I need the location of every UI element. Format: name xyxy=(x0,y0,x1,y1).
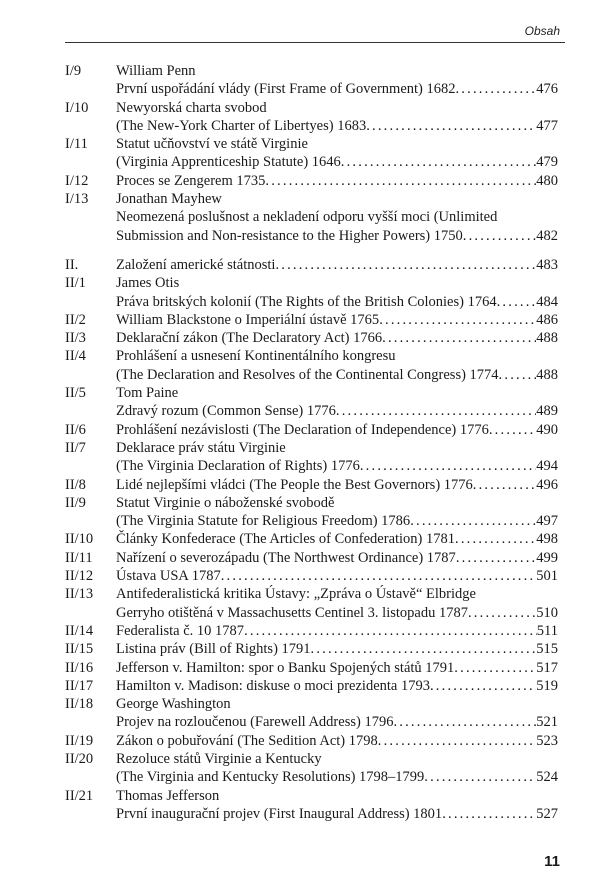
entry-title: Proces se Zengerem 1735 xyxy=(116,172,266,189)
entry-title: (The New-York Charter of Libertyes) 1683 xyxy=(116,117,367,134)
entry-title: William Penn xyxy=(116,63,196,79)
entry-line xyxy=(116,99,558,117)
entry-number: I/10 xyxy=(65,99,89,116)
toc-section-1 xyxy=(65,62,558,245)
toc-entry xyxy=(65,274,558,311)
toc-entry xyxy=(65,476,558,494)
toc-entry xyxy=(65,530,558,548)
entry-title: (The Virginia Statute for Religious Freedom) 1786 xyxy=(116,513,411,530)
toc-entry xyxy=(65,329,558,347)
toc-entry xyxy=(65,677,558,695)
toc-entry xyxy=(65,384,558,421)
toc-entry xyxy=(65,135,558,172)
entry-number: II/18 xyxy=(65,696,94,713)
dot-leader xyxy=(424,768,536,786)
dot-leader xyxy=(499,366,537,384)
entry-page: 498 xyxy=(536,531,558,548)
page-number: 11 xyxy=(544,853,560,870)
entry-title: (Virginia Apprenticeship Statute) 1646 xyxy=(116,154,341,171)
entry-number: II/17 xyxy=(65,677,94,694)
entry-line xyxy=(116,695,558,713)
entry-number: II/2 xyxy=(65,311,86,328)
toc-entry xyxy=(65,347,558,384)
entry-page: 484 xyxy=(536,293,558,310)
entry-title: James Otis xyxy=(116,275,180,292)
entry-page: 499 xyxy=(536,549,558,566)
entry-line xyxy=(116,512,558,530)
entry-line xyxy=(116,750,558,768)
entry-number: II/3 xyxy=(65,330,86,347)
entry-number: II/6 xyxy=(65,421,86,438)
dot-leader xyxy=(221,567,537,585)
entry-line xyxy=(116,805,558,823)
entry-line xyxy=(116,347,558,365)
entry-number: II/1 xyxy=(65,275,86,292)
entry-title: Newyorská charta svobod xyxy=(116,99,267,116)
entry-line xyxy=(116,172,558,190)
entry-page: 488 xyxy=(536,330,558,347)
dot-leader xyxy=(382,329,536,347)
entry-line xyxy=(116,117,558,135)
entry-line xyxy=(116,677,558,695)
toc-entry xyxy=(65,311,558,329)
toc-entry xyxy=(65,190,558,245)
entry-title: Ústava USA 1787 xyxy=(116,568,221,585)
entry-line xyxy=(116,604,558,622)
dot-leader xyxy=(360,457,536,475)
entry-title: Jefferson v. Hamilton: spor o Banku Spojených států 1791 xyxy=(116,659,455,676)
entry-line xyxy=(116,80,558,98)
entry-line xyxy=(116,421,558,439)
entry-title: Hamilton v. Madison: diskuse o moci prezidenta 1793 xyxy=(116,677,430,694)
toc-entry xyxy=(65,567,558,585)
entry-number: II/7 xyxy=(65,439,86,456)
entry-title: Práva britských kolonií (The Rights of the British Colonies) 1764 xyxy=(116,293,497,310)
toc-entry xyxy=(65,256,558,274)
entry-line xyxy=(116,787,558,805)
entry-number: II. xyxy=(65,257,79,273)
entry-title: Thomas Jefferson xyxy=(116,787,220,804)
entry-number: I/13 xyxy=(65,191,89,208)
entry-line xyxy=(116,530,558,548)
entry-title: Projev na rozloučenou (Farewell Address) 1796 xyxy=(116,714,394,731)
entry-number: I/9 xyxy=(65,63,82,79)
entry-page: 523 xyxy=(536,732,558,749)
entry-number: II/12 xyxy=(65,568,94,585)
entry-title: Prohlášení a usnesení Kontinentálního kongresu xyxy=(116,348,396,365)
entry-line xyxy=(116,293,558,311)
entry-page: 483 xyxy=(536,257,558,273)
entry-page: 524 xyxy=(536,769,558,786)
toc-entry xyxy=(65,585,558,622)
entry-number: II/19 xyxy=(65,732,94,749)
entry-title: Submission and Non-resistance to the Higher Powers) 1750 xyxy=(116,227,463,244)
entry-line xyxy=(116,311,558,329)
entry-page: 489 xyxy=(536,403,558,420)
entry-title: Statut Virginie o náboženské svobodě xyxy=(116,494,335,511)
entry-title: Listina práv (Bill of Rights) 1791 xyxy=(116,641,311,658)
entry-number: I/11 xyxy=(65,136,88,153)
dot-leader xyxy=(430,677,536,695)
entry-title: Neomezená poslušnost a nekladení odporu vyšší moci (Unlimited xyxy=(116,209,498,226)
entry-title: Statut učňovství ve státě Virginie xyxy=(116,136,308,153)
entry-page: 482 xyxy=(536,227,558,244)
entry-number: II/14 xyxy=(65,622,94,639)
dot-leader xyxy=(379,311,536,329)
toc-entry xyxy=(65,695,558,732)
dot-leader xyxy=(489,421,536,439)
entry-title: Nařízení o severozápadu (The Northwest Ordinance) 1787 xyxy=(116,549,456,566)
dot-leader xyxy=(341,153,536,171)
entry-title: Deklarační zákon (The Declaratory Act) 1766 xyxy=(116,330,383,347)
entry-page: 521 xyxy=(536,714,558,731)
entry-title: Antifederalistická kritika Ústavy: „Zpráva o Ústavě“ Elbridge xyxy=(116,586,476,603)
dot-leader xyxy=(468,604,536,622)
entry-line xyxy=(116,384,558,402)
entry-title: Federalista č. 10 1787 xyxy=(116,622,245,639)
dot-leader xyxy=(497,293,537,311)
toc-entry xyxy=(65,787,558,824)
entry-title: Rezoluce států Virginie a Kentucky xyxy=(116,751,322,768)
entry-line xyxy=(116,366,558,384)
dot-leader xyxy=(275,256,536,274)
header-divider xyxy=(65,42,565,43)
entry-page: 527 xyxy=(536,805,558,822)
running-header: Obsah xyxy=(524,24,560,38)
entry-page: 490 xyxy=(536,421,558,438)
entry-page: 494 xyxy=(536,458,558,475)
entry-page: 515 xyxy=(536,641,558,658)
entry-line xyxy=(116,402,558,420)
entry-line xyxy=(116,549,558,567)
dot-leader xyxy=(244,622,537,640)
entry-page: 510 xyxy=(536,604,558,621)
entry-page: 479 xyxy=(536,154,558,171)
entry-page: 480 xyxy=(536,172,558,189)
entry-line xyxy=(116,274,558,292)
entry-line xyxy=(116,659,558,677)
toc-entry xyxy=(65,750,558,787)
entry-title: Gerryho otištěná v Massachusetts Centinel 3. listopadu 1787 xyxy=(116,604,468,621)
entry-line xyxy=(116,62,558,80)
entry-title: Založení americké státnosti xyxy=(116,257,276,273)
entry-title: George Washington xyxy=(116,696,231,713)
entry-line xyxy=(116,585,558,603)
dot-leader xyxy=(265,172,536,190)
entry-line xyxy=(116,567,558,585)
entry-line xyxy=(116,494,558,512)
toc-section-2 xyxy=(65,256,558,823)
toc-entry xyxy=(65,640,558,658)
entry-line xyxy=(116,256,558,274)
entry-title: Články Konfederace (The Articles of Confederation) 1781 xyxy=(116,531,456,548)
entry-title: (The Virginia Declaration of Rights) 1776 xyxy=(116,458,360,475)
toc-entry xyxy=(65,62,558,99)
entry-page: 497 xyxy=(536,513,558,530)
entry-line xyxy=(116,713,558,731)
entry-line xyxy=(116,622,558,640)
dot-leader xyxy=(463,227,537,245)
entry-number: II/10 xyxy=(65,531,94,548)
toc-entry xyxy=(65,421,558,439)
entry-title: (The Virginia and Kentucky Resolutions) 1798–1799 xyxy=(116,769,425,786)
entry-number: II/20 xyxy=(65,751,94,768)
entry-title: Prohlášení nezávislosti (The Declaration of Independence) 1776 xyxy=(116,421,489,438)
entry-number: II/5 xyxy=(65,385,86,402)
dot-leader xyxy=(473,476,536,494)
entry-title: První inaugurační projev (First Inaugural Address) 1801 xyxy=(116,805,443,822)
dot-leader xyxy=(410,512,536,530)
entry-number: II/15 xyxy=(65,641,94,658)
toc-entry xyxy=(65,732,558,750)
entry-page: 519 xyxy=(536,677,558,694)
entry-title: První uspořádání vlády (First Frame of Government) 1682 xyxy=(116,81,456,98)
entry-number: II/4 xyxy=(65,348,86,365)
entry-page: 477 xyxy=(536,117,558,134)
entry-title: Jonathan Mayhew xyxy=(116,191,222,208)
entry-line xyxy=(116,640,558,658)
entry-line xyxy=(116,190,558,208)
dot-leader xyxy=(336,402,536,420)
toc-entry xyxy=(65,659,558,677)
toc-entry xyxy=(65,549,558,567)
dot-leader xyxy=(366,117,536,135)
toc-entry xyxy=(65,494,558,531)
toc-entry xyxy=(65,172,558,190)
entry-line xyxy=(116,457,558,475)
entry-line xyxy=(116,208,558,226)
entry-number: II/9 xyxy=(65,494,86,511)
dot-leader xyxy=(378,732,536,750)
entry-title: Tom Paine xyxy=(116,385,179,402)
entry-line xyxy=(116,329,558,347)
entry-number: II/16 xyxy=(65,659,94,676)
dot-leader xyxy=(442,805,536,823)
dot-leader xyxy=(455,80,536,98)
entry-title: Lidé nejlepšími vládci (The People the Best Governors) 1776 xyxy=(116,476,473,493)
entry-number: I/12 xyxy=(65,172,89,189)
dot-leader xyxy=(454,659,536,677)
entry-page: 501 xyxy=(536,568,558,585)
entry-title: William Blackstone o Imperiální ústavě 1765 xyxy=(116,311,380,328)
entry-line xyxy=(116,732,558,750)
entry-number: II/21 xyxy=(65,787,94,804)
toc-entry xyxy=(65,439,558,476)
entry-title: Deklarace práv státu Virginie xyxy=(116,439,286,456)
entry-line xyxy=(116,135,558,153)
entry-page: 486 xyxy=(536,311,558,328)
dot-leader xyxy=(311,640,537,658)
entry-page: 476 xyxy=(536,81,558,98)
entry-number: II/11 xyxy=(65,549,93,566)
entry-page: 511 xyxy=(536,622,558,639)
toc-entry xyxy=(65,622,558,640)
entry-title: Zdravý rozum (Common Sense) 1776 xyxy=(116,403,336,420)
entry-number: II/8 xyxy=(65,476,86,493)
entry-line xyxy=(116,768,558,786)
dot-leader xyxy=(455,530,536,548)
entry-line xyxy=(116,227,558,245)
entry-page: 488 xyxy=(536,366,558,383)
entry-line xyxy=(116,476,558,494)
toc-entry xyxy=(65,99,558,136)
entry-title: (The Declaration and Resolves of the Continental Congress) 1774 xyxy=(116,366,499,383)
entry-title: Zákon o pobuřování (The Sedition Act) 1798 xyxy=(116,732,378,749)
entry-number: II/13 xyxy=(65,586,94,603)
entry-page: 496 xyxy=(536,476,558,493)
entry-line xyxy=(116,153,558,171)
entry-line xyxy=(116,439,558,457)
dot-leader xyxy=(393,713,536,731)
entry-page: 517 xyxy=(536,659,558,676)
dot-leader xyxy=(456,549,536,567)
